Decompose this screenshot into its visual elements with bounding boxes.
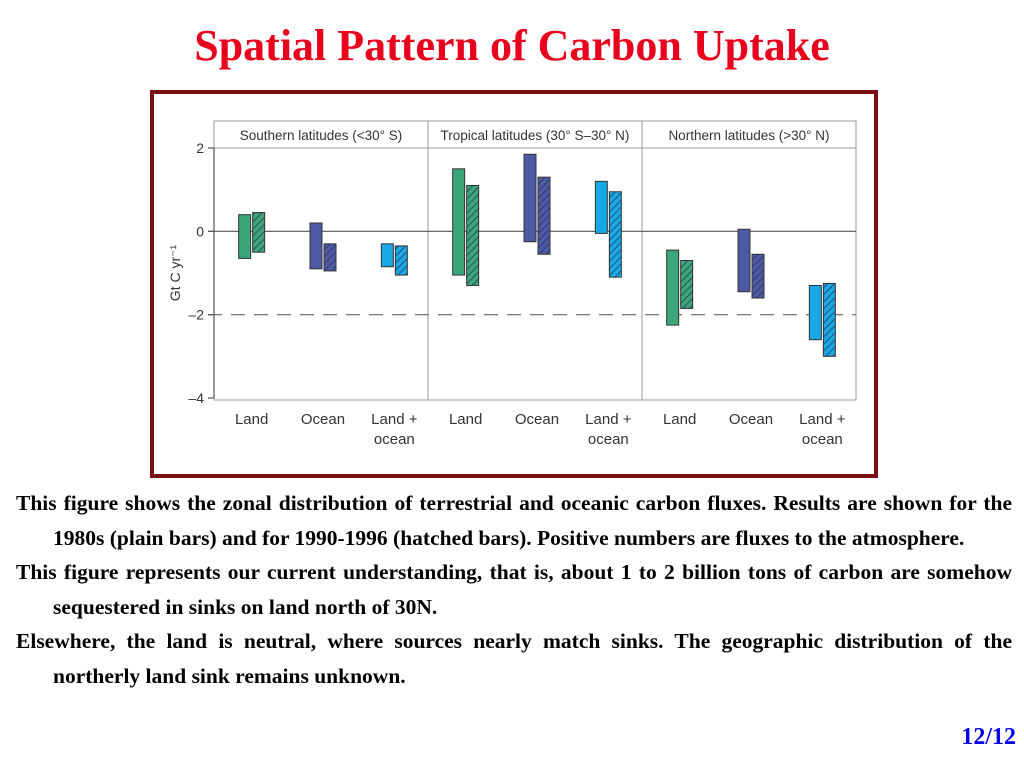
page-title: Spatial Pattern of Carbon Uptake bbox=[194, 21, 830, 70]
bar-1980s bbox=[453, 169, 465, 275]
panel-title: Southern latitudes (<30° S) bbox=[239, 128, 403, 143]
y-tick-label: –4 bbox=[188, 390, 204, 406]
bar-1990-1996 bbox=[823, 283, 835, 356]
page-number: 12/12 bbox=[961, 724, 1016, 750]
x-category-label: ocean bbox=[373, 431, 415, 448]
bar-1980s bbox=[239, 215, 251, 259]
bar-1980s bbox=[310, 223, 322, 269]
bar-1990-1996 bbox=[752, 254, 764, 298]
bar-1990-1996 bbox=[609, 192, 621, 277]
bar-1990-1996 bbox=[395, 246, 407, 275]
bar-1980s bbox=[524, 154, 536, 242]
x-category-label: Land bbox=[448, 411, 483, 428]
y-tick-label: –2 bbox=[188, 306, 204, 323]
x-category-label: Land + bbox=[585, 411, 632, 428]
x-category-label: Ocean bbox=[728, 411, 774, 428]
x-category-label: Ocean bbox=[514, 411, 560, 428]
x-category-label: Land + bbox=[371, 411, 418, 428]
description-paragraph: This figure shows the zonal distribution of terrestrial and oceanic carbon fluxes. Results are shown for the 1980s (plain bars) and for 1990-1996 (hatched bars). Positive numbers are fluxes to the atmosphere. bbox=[16, 491, 1012, 550]
x-category-label: ocean bbox=[801, 431, 843, 448]
bar-1990-1996 bbox=[467, 186, 479, 286]
bar-1990-1996 bbox=[681, 261, 693, 309]
x-category-label: Land bbox=[662, 411, 697, 428]
y-tick-label: 2 bbox=[196, 140, 204, 156]
bar-1980s bbox=[809, 286, 821, 340]
x-category-label: ocean bbox=[587, 431, 629, 448]
bar-1980s bbox=[595, 181, 607, 233]
x-category-label: Ocean bbox=[300, 411, 346, 428]
x-category-label: Land bbox=[234, 411, 269, 428]
y-tick-label: 0 bbox=[196, 223, 204, 240]
description-paragraph: Elsewhere, the land is neutral, where sources nearly match sinks. The geographic distribution of the northerly land sink remains unknown. bbox=[16, 629, 1012, 688]
bar-1980s bbox=[381, 244, 393, 267]
bar-1990-1996 bbox=[538, 177, 550, 254]
panel-title: Tropical latitudes (30° S–30° N) bbox=[440, 128, 630, 143]
description-paragraph: This figure represents our current understanding, that is, about 1 to 2 billion tons of carbon are somehow sequestered in sinks on land north of 30N. bbox=[16, 560, 1012, 619]
bar-1980s bbox=[667, 250, 679, 325]
carbon-flux-chart bbox=[154, 94, 874, 474]
bar-1980s bbox=[738, 229, 750, 292]
chart-frame bbox=[150, 90, 878, 478]
panel-title: Northern latitudes (>30° N) bbox=[668, 128, 830, 143]
description bbox=[16, 486, 1012, 693]
y-axis-label: Gt C yr⁻¹ bbox=[167, 244, 183, 302]
bar-1990-1996 bbox=[324, 244, 336, 271]
x-category-label: Land + bbox=[799, 411, 846, 428]
bar-1990-1996 bbox=[253, 213, 265, 253]
